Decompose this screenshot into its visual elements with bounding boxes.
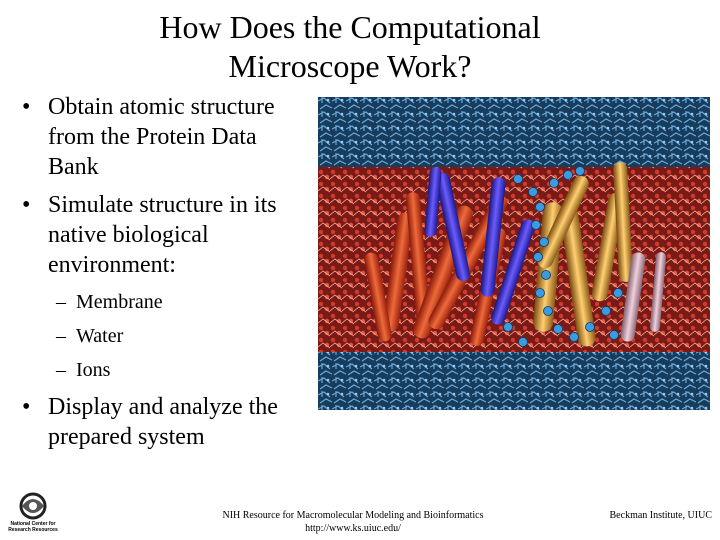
ion-sphere [570, 333, 579, 342]
ion-sphere [514, 175, 523, 184]
ion-sphere [536, 203, 545, 212]
protein-membrane-render [318, 97, 710, 410]
ion-sphere [540, 238, 549, 247]
ion-sphere [564, 171, 573, 180]
ion-sphere [550, 179, 559, 188]
ion-sphere [614, 289, 623, 298]
ion-sphere [529, 188, 538, 197]
sub-bullet-ions: – Ions [22, 358, 312, 382]
sub-bullet-water: – Water [22, 324, 312, 348]
ion-sphere [532, 221, 541, 230]
footer-resource-name: NIH Resource for Macromolecular Modeling and Bioinformatics [222, 510, 484, 521]
bullet-simulate [22, 190, 312, 382]
bullet-display-analyze: • Display and analyze the prepared system [22, 392, 312, 452]
footer-resource [200, 509, 506, 535]
bullet-list [22, 92, 312, 460]
ion-sphere [554, 325, 563, 334]
bullet-simulate-text: Simulate structure in its native biological environment: [48, 192, 277, 278]
title-line-2: Microscope Work? [228, 48, 472, 84]
ion-sphere [536, 289, 545, 298]
ncrr-logo-line1: National Center for [10, 521, 56, 527]
footer-institute: Beckman Institute, UIUC [609, 510, 712, 521]
ncrr-logo-line2: Research Resources [8, 527, 58, 533]
bullet-obtain-structure: • Obtain atomic structure from the Protein Data Bank [22, 92, 312, 182]
slide-title [40, 8, 660, 86]
ion-sphere [576, 167, 585, 176]
sub-bullet-list [22, 290, 312, 382]
ion-sphere [519, 338, 528, 347]
ion-sphere [534, 253, 543, 262]
ion-sphere [586, 323, 595, 332]
ion-sphere [504, 323, 513, 332]
title-line-1: How Does the Computational [159, 9, 541, 45]
ion-sphere [544, 307, 553, 316]
footer-url: http://www.ks.uiuc.edu/ [305, 523, 401, 534]
molecular-scene [318, 97, 710, 410]
sub-bullet-membrane: – Membrane [22, 290, 312, 314]
ion-sphere [602, 307, 611, 316]
ion-sphere [610, 331, 619, 340]
ncrr-logo [8, 490, 58, 534]
ncrr-logo-mark [21, 494, 45, 518]
ion-sphere [542, 271, 551, 280]
